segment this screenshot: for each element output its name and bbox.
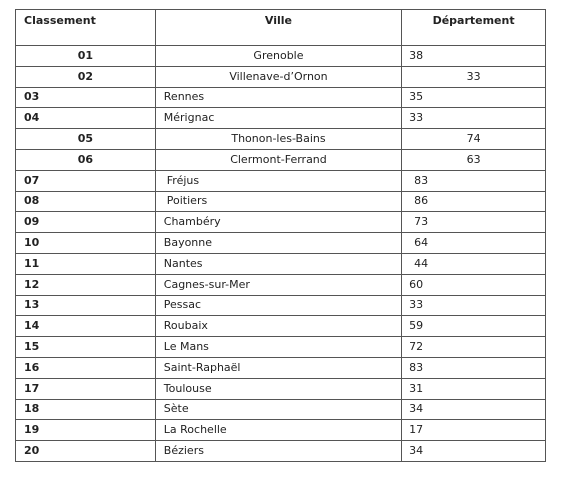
cell-classement: 05 bbox=[16, 129, 156, 150]
table-row bbox=[16, 337, 546, 358]
table-row bbox=[16, 295, 546, 316]
cell-classement: 20 bbox=[16, 441, 156, 462]
cell-classement: 07 bbox=[16, 170, 156, 191]
cell-departement: 72 bbox=[402, 337, 546, 358]
cell-departement: 83 bbox=[402, 170, 546, 191]
cell-departement: 38 bbox=[402, 46, 546, 67]
table-row bbox=[16, 399, 546, 420]
cell-ville: Mérignac bbox=[155, 108, 401, 129]
cell-ville: Rennes bbox=[155, 87, 401, 108]
cell-ville: Nantes bbox=[155, 253, 401, 274]
table-row bbox=[16, 316, 546, 337]
cell-classement: 18 bbox=[16, 399, 156, 420]
cell-classement: 04 bbox=[16, 108, 156, 129]
cell-departement: 35 bbox=[402, 87, 546, 108]
table-row bbox=[16, 378, 546, 399]
cell-ville: Chambéry bbox=[155, 212, 401, 233]
cell-ville: Cagnes-sur-Mer bbox=[155, 274, 401, 295]
cell-departement: 63 bbox=[402, 149, 546, 170]
cell-departement: 64 bbox=[402, 233, 546, 254]
header-row bbox=[16, 10, 546, 46]
table-row bbox=[16, 253, 546, 274]
table-row bbox=[16, 87, 546, 108]
table-row bbox=[16, 441, 546, 462]
cell-departement: 34 bbox=[402, 441, 546, 462]
cell-departement: 60 bbox=[402, 274, 546, 295]
cell-classement: 01 bbox=[16, 46, 156, 67]
table-row bbox=[16, 212, 546, 233]
cell-departement: 33 bbox=[402, 108, 546, 129]
cell-ville: Saint-Raphaël bbox=[155, 357, 401, 378]
cell-ville: Thonon-les-Bains bbox=[155, 129, 401, 150]
cell-ville: Poitiers bbox=[155, 191, 401, 212]
cell-classement: 09 bbox=[16, 212, 156, 233]
table-row bbox=[16, 170, 546, 191]
cell-ville: Clermont-Ferrand bbox=[155, 149, 401, 170]
cell-ville: Grenoble bbox=[155, 46, 401, 67]
cell-ville: Roubaix bbox=[155, 316, 401, 337]
cell-departement: 74 bbox=[402, 129, 546, 150]
cell-classement: 14 bbox=[16, 316, 156, 337]
table-row bbox=[16, 149, 546, 170]
table-row bbox=[16, 108, 546, 129]
cell-ville: Bayonne bbox=[155, 233, 401, 254]
cell-departement: 33 bbox=[402, 295, 546, 316]
header-ville: Ville bbox=[155, 10, 401, 46]
cell-departement: 83 bbox=[402, 357, 546, 378]
header-classement: Classement bbox=[16, 10, 156, 46]
cell-classement: 17 bbox=[16, 378, 156, 399]
cell-classement: 06 bbox=[16, 149, 156, 170]
table-row bbox=[16, 420, 546, 441]
table-row bbox=[16, 357, 546, 378]
cell-ville: Fréjus bbox=[155, 170, 401, 191]
cell-classement: 08 bbox=[16, 191, 156, 212]
cell-departement: 33 bbox=[402, 66, 546, 87]
header-departement: Département bbox=[402, 10, 546, 46]
cell-classement: 16 bbox=[16, 357, 156, 378]
cell-departement: 31 bbox=[402, 378, 546, 399]
table-row bbox=[16, 233, 546, 254]
table-body bbox=[16, 46, 546, 462]
cell-ville: Sète bbox=[155, 399, 401, 420]
ranking-table bbox=[15, 9, 546, 462]
cell-ville: Villenave-d’Ornon bbox=[155, 66, 401, 87]
cell-classement: 13 bbox=[16, 295, 156, 316]
cell-classement: 11 bbox=[16, 253, 156, 274]
cell-ville: Pessac bbox=[155, 295, 401, 316]
cell-classement: 19 bbox=[16, 420, 156, 441]
cell-departement: 73 bbox=[402, 212, 546, 233]
cell-ville: Toulouse bbox=[155, 378, 401, 399]
cell-classement: 10 bbox=[16, 233, 156, 254]
table-row bbox=[16, 129, 546, 150]
cell-ville: La Rochelle bbox=[155, 420, 401, 441]
cell-departement: 59 bbox=[402, 316, 546, 337]
cell-departement: 86 bbox=[402, 191, 546, 212]
cell-departement: 34 bbox=[402, 399, 546, 420]
table-row bbox=[16, 274, 546, 295]
cell-classement: 02 bbox=[16, 66, 156, 87]
table-row bbox=[16, 46, 546, 67]
cell-classement: 12 bbox=[16, 274, 156, 295]
cell-departement: 44 bbox=[402, 253, 546, 274]
cell-classement: 03 bbox=[16, 87, 156, 108]
table-row bbox=[16, 191, 546, 212]
cell-classement: 15 bbox=[16, 337, 156, 358]
cell-ville: Béziers bbox=[155, 441, 401, 462]
cell-departement: 17 bbox=[402, 420, 546, 441]
table-row bbox=[16, 66, 546, 87]
cell-ville: Le Mans bbox=[155, 337, 401, 358]
